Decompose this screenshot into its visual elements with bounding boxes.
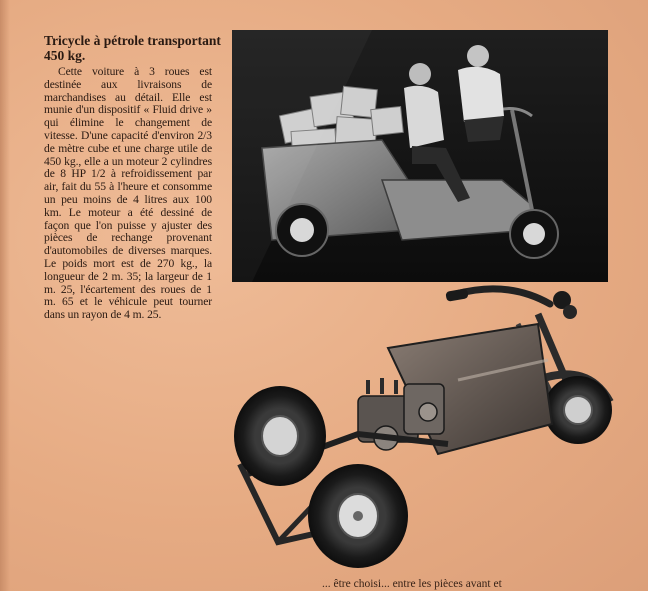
tricycle-chassis-illustration [218, 284, 628, 580]
article-body: Cette voiture à 3 roues est destinée aux livraisons de marchandises au détail. Elle est munie d'un dispositif « Fluid drive » qui élimine le changement de vitesse. D'une capacité d'environ 2/3 de mètre cube et une charge utile de 450 kg., elle a un moteur 2 cylindres de 8 HP 1/2 à refroidissement par air, fait du 55 à l'heure et consomme un peu moins de 4 litres aux 100 km. Le moteur a été dessiné de façon que l'on puisse y ajuster des pièces de rechange provenant d'automobiles de diverses marques. Le poids mort est de 270 kg., la longueur de 2 m. 35; la largeur de 1 m. 25, l'écartement des roues de 1 m. 65 et le véhicule peut tourner dans un rayon de 4 m. 25. [44, 65, 212, 322]
page-edge-shadow [0, 0, 10, 591]
rear-wheel-right [308, 464, 408, 568]
rear-wheel-left [234, 386, 326, 486]
continued-text-snippet: ... être choisi... entre les pièces avant et [322, 578, 502, 590]
article-title: Tricycle à pétrole transportant 450 kg. [44, 33, 221, 63]
photo-tricycle-with-riders [232, 30, 608, 282]
photo-tricycle-chassis [218, 284, 628, 580]
tricycle-riders-illustration [232, 30, 608, 282]
front-wheel [544, 376, 612, 444]
front-wheel [510, 210, 558, 258]
